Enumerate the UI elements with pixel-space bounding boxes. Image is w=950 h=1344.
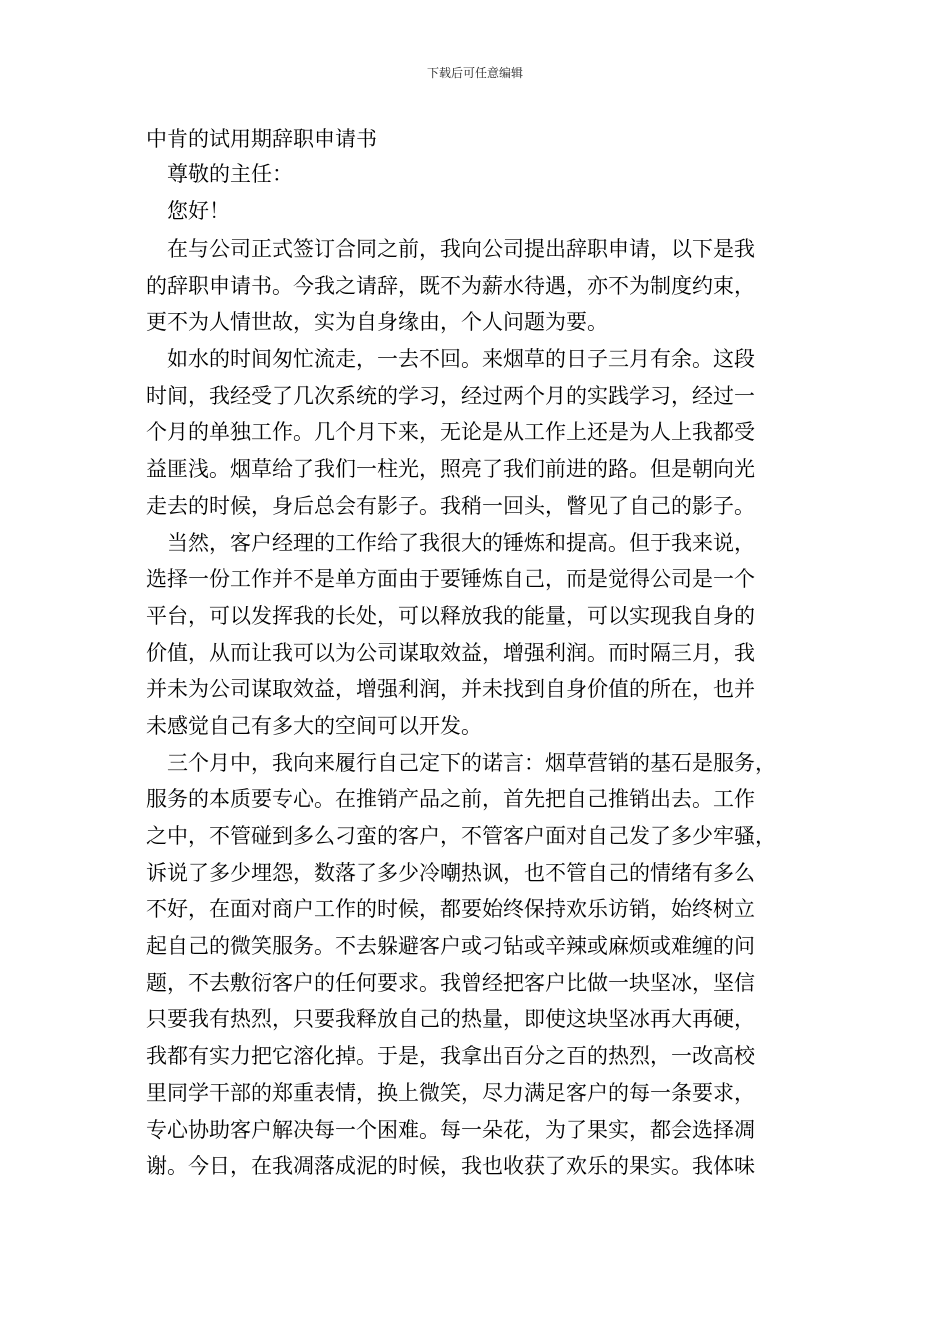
body-line: 走去的时候，身后总会有影子。我稍一回头，瞥见了自己的影子。 <box>146 493 755 518</box>
body-line: 不好，在面对商户工作的时候，都要始终保持欢乐访销，始终树立 <box>146 897 755 922</box>
body-line: 诉说了多少埋怨，数落了多少冷嘲热讽，也不管自己的情绪有多么 <box>146 860 755 885</box>
body-line: 当然，客户经理的工作给了我很大的锤炼和提高。但于我来说， <box>167 530 755 555</box>
page-header-note: 下载后可任意编辑 <box>426 66 523 80</box>
body-line: 专心协助客户解决每一个困难。每一朵花，为了果实，都会选择凋 <box>146 1117 755 1142</box>
body-line: 的辞职申请书。今我之请辞，既不为薪水待遇，亦不为制度约束， <box>146 273 755 298</box>
body-line: 选择一份工作并不是单方面由于要锤炼自己，而是觉得公司是一个 <box>146 567 755 592</box>
body-line: 更不为人情世故，实为自身缘由，个人问题为要。 <box>146 310 608 335</box>
body-line: 并未为公司谋取效益，增强利润，并未找到自身价值的所在，也并 <box>146 677 755 702</box>
body-line: 价值，从而让我可以为公司谋取效益，增强利润。而时隔三月，我 <box>146 640 755 665</box>
salutation: 尊敬的主任： <box>167 162 293 186</box>
body-line: 题，不去敷衍客户的任何要求。我曾经把客户比做一块坚冰，坚信 <box>146 970 755 995</box>
body-line: 之中，不管碰到多么刁蛮的客户，不管客户面对自己发了多少牢骚， <box>146 824 776 848</box>
body-line: 如水的时间匆忙流走，一去不回。来烟草的日子三月有余。这段 <box>167 347 755 372</box>
body-line: 只要我有热烈，只要我释放自己的热量，即使这块坚冰再大再硬， <box>146 1007 755 1032</box>
body-line: 益匪浅。烟草给了我们一柱光，照亮了我们前进的路。但是朝向光 <box>146 457 755 482</box>
body-line: 谢。今日，在我凋落成泥的时候，我也收获了欢乐的果实。我体味 <box>146 1154 755 1179</box>
body-line: 在与公司正式签订合同之前，我向公司提出辞职申请，以下是我 <box>167 237 755 261</box>
body-line: 起自己的微笑服务。不去躲避客户或刁钻或辛辣或麻烦或难缠的问 <box>146 934 755 959</box>
body-line: 我都有实力把它溶化掉。于是，我拿出百分之百的热烈，一改高校 <box>146 1044 755 1069</box>
document-body <box>146 231 806 1185</box>
body-line: 未感觉自己有多大的空间可以开发。 <box>146 713 482 738</box>
body-line: 里同学干部的郑重表情，换上微笑，尽力满足客户的每一条要求， <box>146 1080 755 1105</box>
document-title: 中肯的试用期辞职申请书 <box>146 127 377 151</box>
body-line: 时间，我经受了几次系统的学习，经过两个月的实践学习，经过一 <box>146 383 755 408</box>
body-line: 个月的单独工作。几个月下来，无论是从工作上还是为人上我都受 <box>146 420 755 445</box>
body-line: 三个月中，我向来履行自己定下的诺言：烟草营销的基石是服务， <box>167 750 776 775</box>
greeting: 您好！ <box>167 199 230 223</box>
body-line: 服务的本质要专心。在推销产品之前，首先把自己推销出去。工作 <box>146 787 755 812</box>
body-line: 平台，可以发挥我的长处，可以释放我的能量，可以实现我自身的 <box>146 603 755 628</box>
